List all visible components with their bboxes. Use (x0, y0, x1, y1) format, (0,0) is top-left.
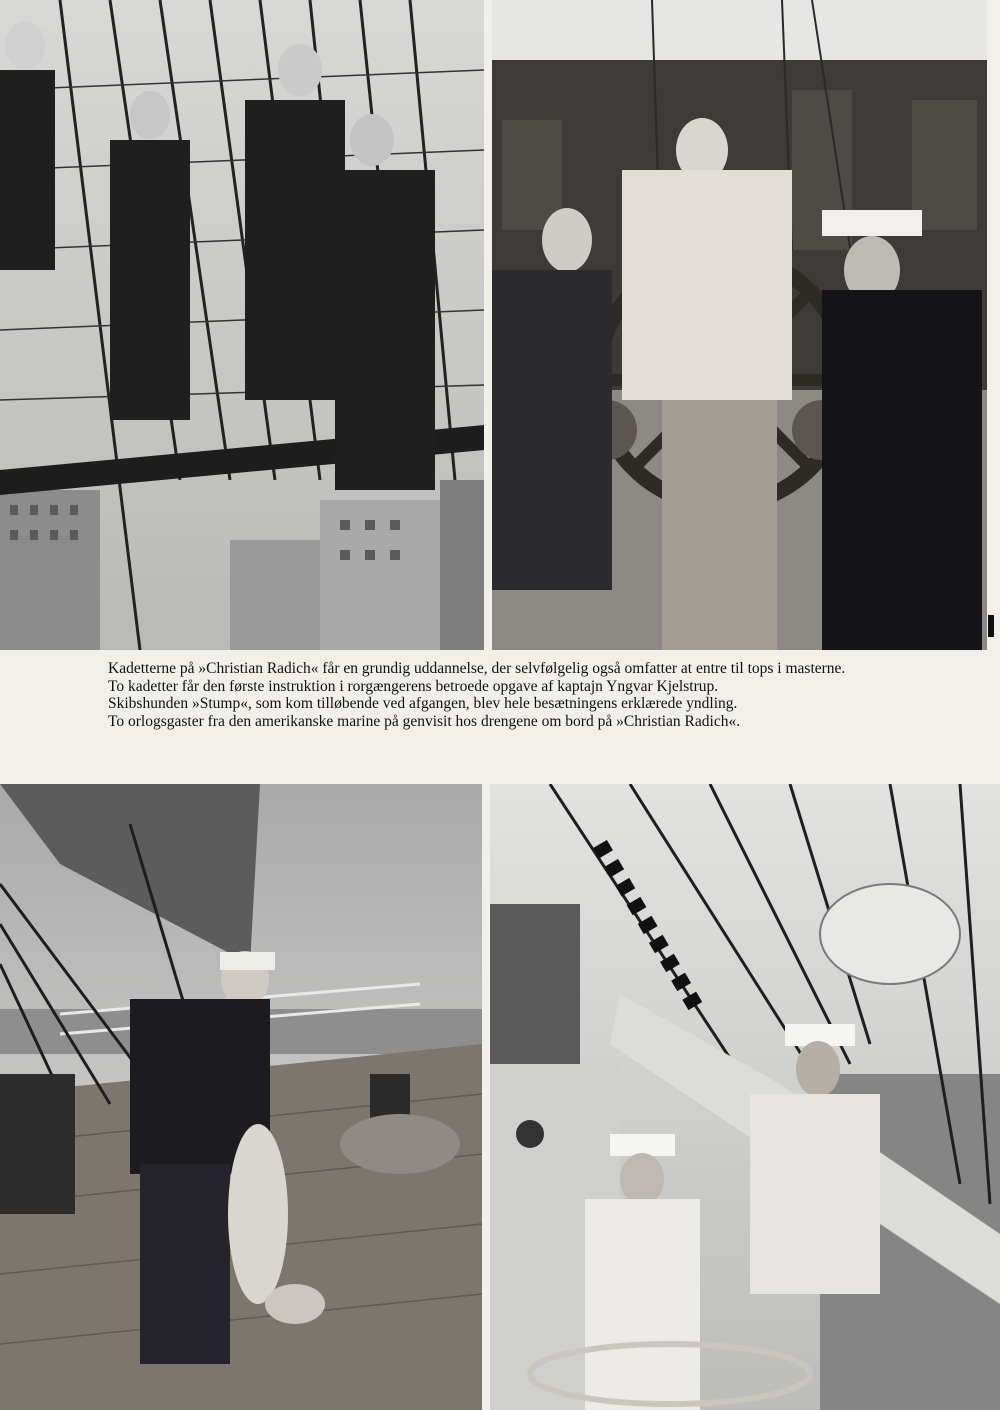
photo-ship-dog (0, 784, 482, 1410)
photo-navy-sailors (490, 784, 1000, 1410)
caption-line-sailors: To orlogsgaster fra den amerikanske marine på genvisit hos drengene om bord på »Christian Radich«. (108, 712, 741, 730)
photo-cadets-rigging (0, 0, 484, 650)
caption-line-dog: Skibshunden »Stump«, som kom tilløbende ved afgangen, blev hele besætningens erklærede yndling. (108, 695, 738, 712)
caption-line-rigging: Kadetterne på »Christian Radich« får en grundig uddannelse, der selvfølgelig også omfatter at entre til tops i masterne. (108, 660, 846, 677)
photo-caption (108, 660, 898, 730)
photo-cadets-helm (492, 0, 987, 650)
page-edge-mark (988, 615, 994, 637)
caption-line-helm: To kadetter får den første instruktion i rorgængerens betroede opgave af kaptajn Yngvar Kjelstrup. (108, 677, 719, 695)
